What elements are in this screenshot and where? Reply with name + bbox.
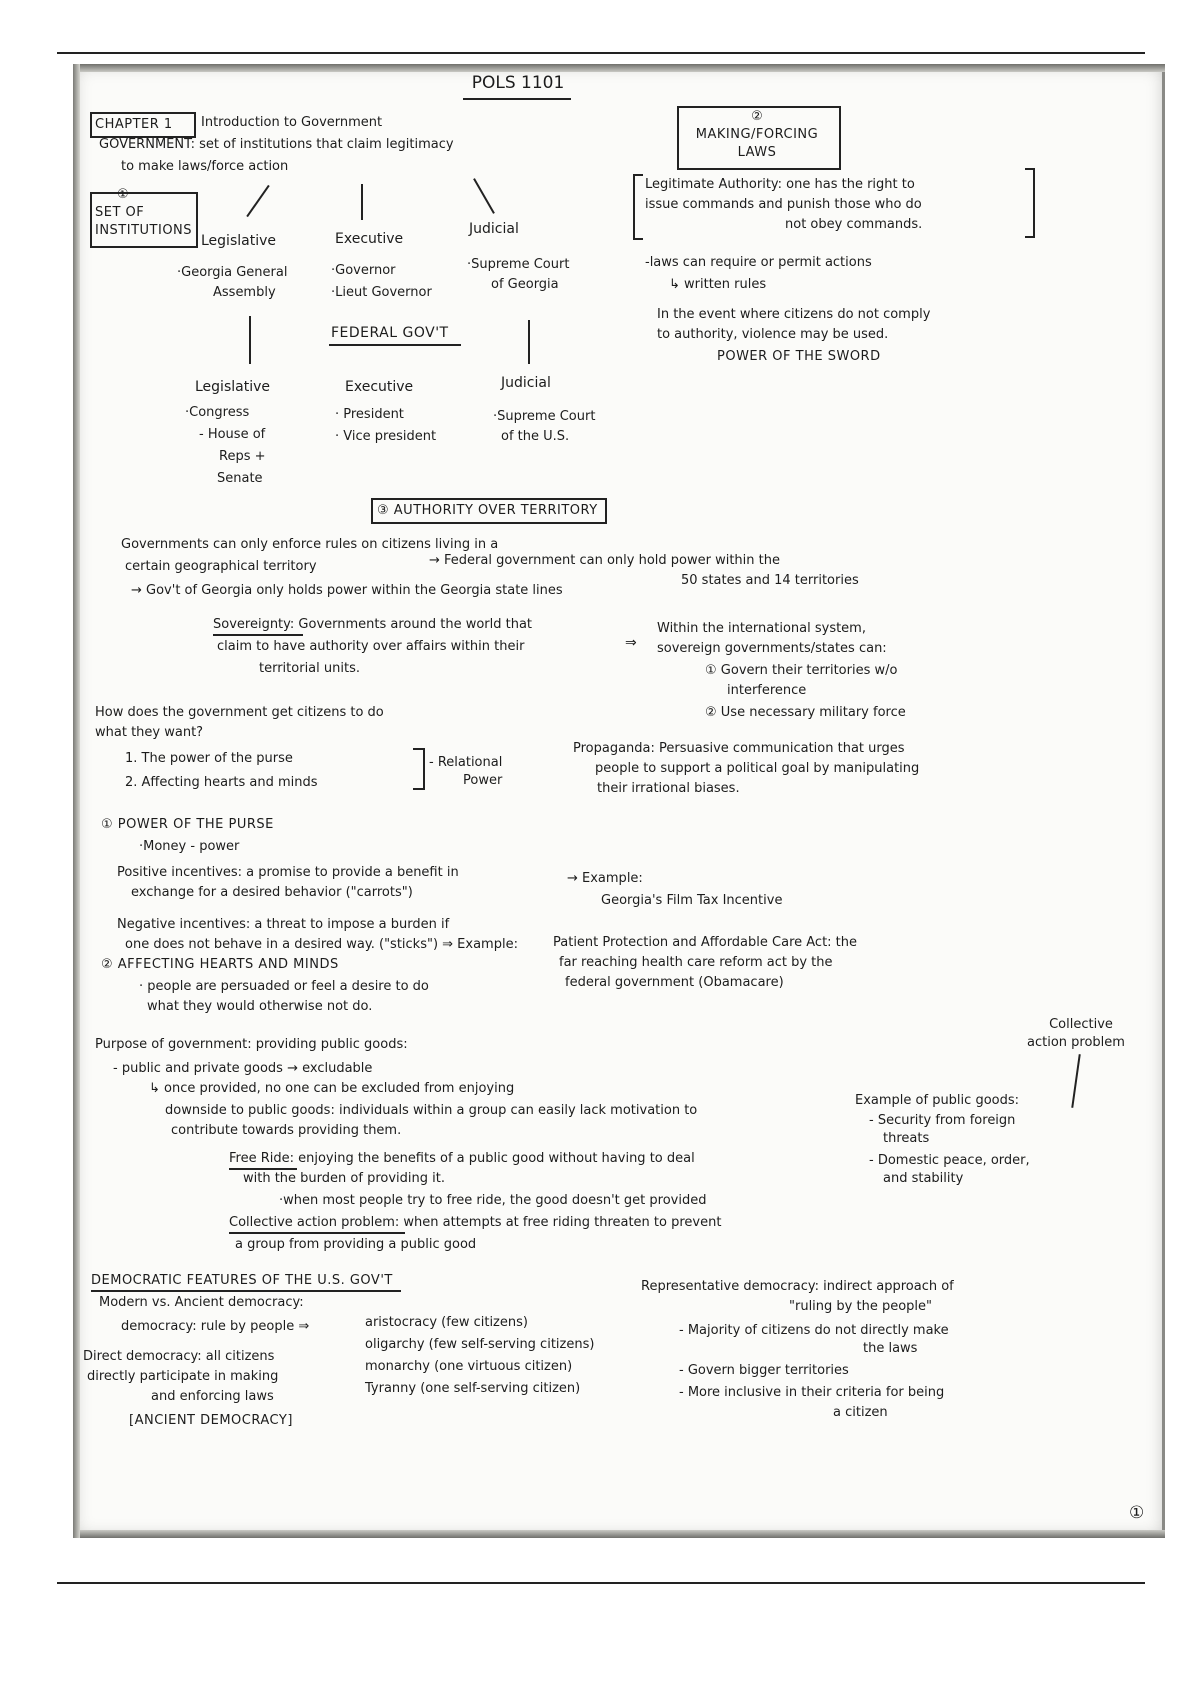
propaganda-1: Propaganda: Persuasive communication that urges bbox=[573, 741, 905, 756]
representative-6: - More inclusive in their criteria for being bbox=[679, 1385, 945, 1400]
page-title: POLS 1101 bbox=[471, 73, 565, 93]
set-number: ① bbox=[117, 187, 129, 202]
direct-democracy-2: directly participate in making bbox=[87, 1369, 279, 1384]
territory-line-1: Governments can only enforce rules on citizens living in a bbox=[121, 537, 499, 552]
state-executive: Executive bbox=[335, 231, 404, 247]
examples-4: and stability bbox=[883, 1171, 964, 1186]
public-goods-4: contribute towards providing them. bbox=[171, 1123, 402, 1138]
how-item-2: 2. Affecting hearts and minds bbox=[125, 775, 318, 790]
legit-authority-3: not obey commands. bbox=[785, 217, 923, 232]
chapter-label: CHAPTER 1 bbox=[95, 117, 173, 132]
public-goods-3: downside to public goods: individuals within a group can easily lack motivation to bbox=[165, 1103, 698, 1118]
relational-bracket-top bbox=[413, 748, 423, 750]
other-forms-4: Tyranny (one self-serving citizen) bbox=[365, 1381, 581, 1396]
branch-line-left bbox=[246, 185, 269, 217]
paper-edge-left bbox=[73, 64, 80, 1538]
federal-line-right bbox=[528, 320, 530, 364]
examples-2: threats bbox=[883, 1131, 930, 1146]
direct-democracy-3: and enforcing laws bbox=[151, 1389, 274, 1404]
making-laws-title-2: LAWS bbox=[737, 145, 777, 160]
state-executive-1: ·Governor bbox=[331, 263, 396, 278]
bottom-rule bbox=[57, 1582, 1145, 1584]
chapter-heading: Introduction to Government bbox=[201, 115, 383, 130]
federal-legislative-3: Reps + bbox=[219, 449, 266, 464]
direct-democracy-1: Direct democracy: all citizens bbox=[83, 1349, 275, 1364]
example1-2: Georgia's Film Tax Incentive bbox=[601, 893, 783, 908]
territory-heading: ③ AUTHORITY OVER TERRITORY bbox=[377, 503, 598, 518]
making-laws-number: ② bbox=[751, 109, 763, 124]
international-4: interference bbox=[727, 683, 807, 698]
purse-heading: ① POWER OF THE PURSE bbox=[101, 817, 274, 832]
bracket-right-bottom bbox=[1025, 236, 1035, 238]
examples-heading: Example of public goods: bbox=[855, 1093, 1020, 1108]
example1-1: → Example: bbox=[567, 871, 643, 886]
collective-side-2: action problem bbox=[1027, 1035, 1125, 1050]
relational-bracket-bottom bbox=[413, 788, 423, 790]
bracket-left-bottom bbox=[633, 238, 643, 240]
government-definition-2: to make laws/force action bbox=[121, 159, 289, 174]
state-judicial-2: of Georgia bbox=[491, 277, 559, 292]
public-goods-1: - public and private goods → excludable bbox=[113, 1061, 373, 1076]
propaganda-2: people to support a political goal by manipulating bbox=[595, 761, 920, 776]
state-legislature-1: ·Georgia General bbox=[177, 265, 288, 280]
power-of-sword: POWER OF THE SWORD bbox=[717, 349, 881, 364]
purpose-line: Purpose of government: providing public goods: bbox=[95, 1037, 408, 1052]
other-forms-1: aristocracy (few citizens) bbox=[365, 1315, 528, 1330]
modern-vs-ancient: Modern vs. Ancient democracy: bbox=[99, 1295, 304, 1310]
federal-heading: FEDERAL GOV'T bbox=[331, 325, 449, 341]
free-ride-1: Free Ride: enjoying the benefits of a public good without having to deal bbox=[229, 1151, 695, 1166]
example2-1: Patient Protection and Affordable Care Act: the bbox=[553, 935, 858, 950]
violence-1: In the event where citizens do not comply bbox=[657, 307, 931, 322]
ancient-democracy: [ANCIENT DEMOCRACY] bbox=[129, 1413, 293, 1428]
branch-line-center bbox=[361, 184, 363, 220]
bracket-right-v bbox=[1033, 168, 1035, 238]
public-goods-2: ↳ once provided, no one can be excluded from enjoying bbox=[149, 1081, 515, 1096]
territory-line-2: certain geographical territory bbox=[125, 559, 317, 574]
propaganda-3: their irrational biases. bbox=[597, 781, 740, 796]
federal-line-left bbox=[249, 316, 251, 364]
representative-3: - Majority of citizens do not directly make bbox=[679, 1323, 949, 1338]
federal-judicial-1: ·Supreme Court bbox=[493, 409, 596, 424]
international-5: ② Use necessary military force bbox=[705, 705, 906, 720]
democratic-heading: DEMOCRATIC FEATURES OF THE U.S. GOV'T bbox=[91, 1273, 393, 1288]
positive-incentives-1: Positive incentives: a promise to provide a benefit in bbox=[117, 865, 459, 880]
free-ride-2: with the burden of providing it. bbox=[243, 1171, 445, 1186]
how-question-2: what they want? bbox=[95, 725, 204, 740]
how-item-1: 1. The power of the purse bbox=[125, 751, 293, 766]
democracy-rule: democracy: rule by people ⇒ bbox=[121, 1319, 310, 1334]
state-legislature-2: Assembly bbox=[213, 285, 276, 300]
territory-line-3: → Federal government can only hold power within the bbox=[429, 553, 780, 568]
federal-legislative-4: Senate bbox=[217, 471, 263, 486]
hearts-line-1: · people are persuaded or feel a desire to do bbox=[139, 979, 429, 994]
violence-2: to authority, violence may be used. bbox=[657, 327, 889, 342]
title-underline bbox=[463, 98, 571, 100]
making-laws-title-1: MAKING/FORCING bbox=[695, 127, 819, 142]
federal-executive-2: · Vice president bbox=[335, 429, 437, 444]
branch-line-right bbox=[473, 178, 495, 214]
government-definition-1: GOVERNMENT: set of institutions that claim legitimacy bbox=[99, 137, 454, 152]
collective-1: Collective action problem: when attempts at free riding threaten to prevent bbox=[229, 1215, 722, 1230]
examples-1: - Security from foreign bbox=[869, 1113, 1016, 1128]
federal-judicial: Judicial bbox=[501, 375, 551, 391]
state-legislative: Legislative bbox=[201, 233, 276, 249]
institutions-label: INSTITUTIONS bbox=[95, 223, 193, 238]
representative-7: a citizen bbox=[833, 1405, 888, 1420]
sovereignty-underline bbox=[213, 634, 303, 636]
paper-edge-bottom bbox=[73, 1530, 1165, 1538]
other-forms-2: oligarchy (few self-serving citizens) bbox=[365, 1337, 595, 1352]
how-question-1: How does the government get citizens to do bbox=[95, 705, 384, 720]
federal-executive: Executive bbox=[345, 379, 414, 395]
negative-incentives-2: one does not behave in a desired way. ("sticks") ⇒ Example: bbox=[125, 937, 518, 952]
set-of-label: SET OF bbox=[95, 205, 145, 220]
example2-2: far reaching health care reform act by the bbox=[559, 955, 833, 970]
paper-edge-top bbox=[73, 64, 1165, 72]
state-judicial-1: ·Supreme Court bbox=[467, 257, 570, 272]
representative-4: the laws bbox=[863, 1341, 918, 1356]
international-2: sovereign governments/states can: bbox=[657, 641, 887, 656]
positive-incentives-2: exchange for a desired behavior ("carrots") bbox=[131, 885, 413, 900]
bracket-left-top bbox=[633, 174, 643, 176]
bracket-left-v bbox=[633, 174, 635, 240]
state-executive-2: ·Lieut Governor bbox=[331, 285, 432, 300]
collective-arrow-line bbox=[1071, 1054, 1080, 1108]
federal-legislative-1: ·Congress bbox=[185, 405, 250, 420]
bracket-right-top bbox=[1025, 168, 1035, 170]
relational-1: - Relational bbox=[429, 755, 503, 770]
hearts-line-2: what they would otherwise not do. bbox=[147, 999, 373, 1014]
representative-1: Representative democracy: indirect approach of bbox=[641, 1279, 954, 1294]
notes-sheet bbox=[73, 64, 1165, 1538]
examples-3: - Domestic peace, order, bbox=[869, 1153, 1030, 1168]
collective-underline bbox=[229, 1232, 405, 1234]
laws-require-2: ↳ written rules bbox=[669, 277, 767, 292]
international-1: Within the international system, bbox=[657, 621, 866, 636]
representative-2: "ruling by the people" bbox=[789, 1299, 932, 1314]
state-judicial: Judicial bbox=[469, 221, 519, 237]
international-3: ① Govern their territories w/o bbox=[705, 663, 898, 678]
relational-2: Power bbox=[463, 773, 503, 788]
federal-heading-underline bbox=[329, 344, 461, 346]
laws-require-1: -laws can require or permit actions bbox=[645, 255, 872, 270]
federal-judicial-2: of the U.S. bbox=[501, 429, 570, 444]
federal-executive-1: · President bbox=[335, 407, 404, 422]
collective-side-1: Collective bbox=[1049, 1017, 1113, 1032]
democratic-heading-underline bbox=[91, 1290, 401, 1292]
territory-line-4: 50 states and 14 territories bbox=[681, 573, 859, 588]
collective-2: a group from providing a public good bbox=[235, 1237, 477, 1252]
example2-3: federal government (Obamacare) bbox=[565, 975, 784, 990]
top-rule bbox=[57, 52, 1145, 54]
relational-bracket bbox=[423, 748, 425, 790]
page-number: ① bbox=[1129, 1503, 1145, 1523]
sovereignty-1: Sovereignty: Governments around the world that bbox=[213, 617, 533, 632]
territory-line-5: → Gov't of Georgia only holds power within the Georgia state lines bbox=[131, 583, 563, 598]
purse-money: ·Money - power bbox=[139, 839, 240, 854]
federal-legislative: Legislative bbox=[195, 379, 270, 395]
legit-authority-1: Legitimate Authority: one has the right to bbox=[645, 177, 915, 192]
sovereignty-arrow: ⇒ bbox=[625, 635, 637, 651]
free-ride-3: ·when most people try to free ride, the good doesn't get provided bbox=[279, 1193, 707, 1208]
negative-incentives-1: Negative incentives: a threat to impose a burden if bbox=[117, 917, 450, 932]
other-forms-3: monarchy (one virtuous citizen) bbox=[365, 1359, 573, 1374]
sovereignty-3: territorial units. bbox=[259, 661, 360, 676]
legit-authority-2: issue commands and punish those who do bbox=[645, 197, 922, 212]
hearts-heading: ② AFFECTING HEARTS AND MINDS bbox=[101, 957, 339, 972]
representative-5: - Govern bigger territories bbox=[679, 1363, 849, 1378]
federal-legislative-2: - House of bbox=[199, 427, 266, 442]
sovereignty-2: claim to have authority over affairs within their bbox=[217, 639, 525, 654]
